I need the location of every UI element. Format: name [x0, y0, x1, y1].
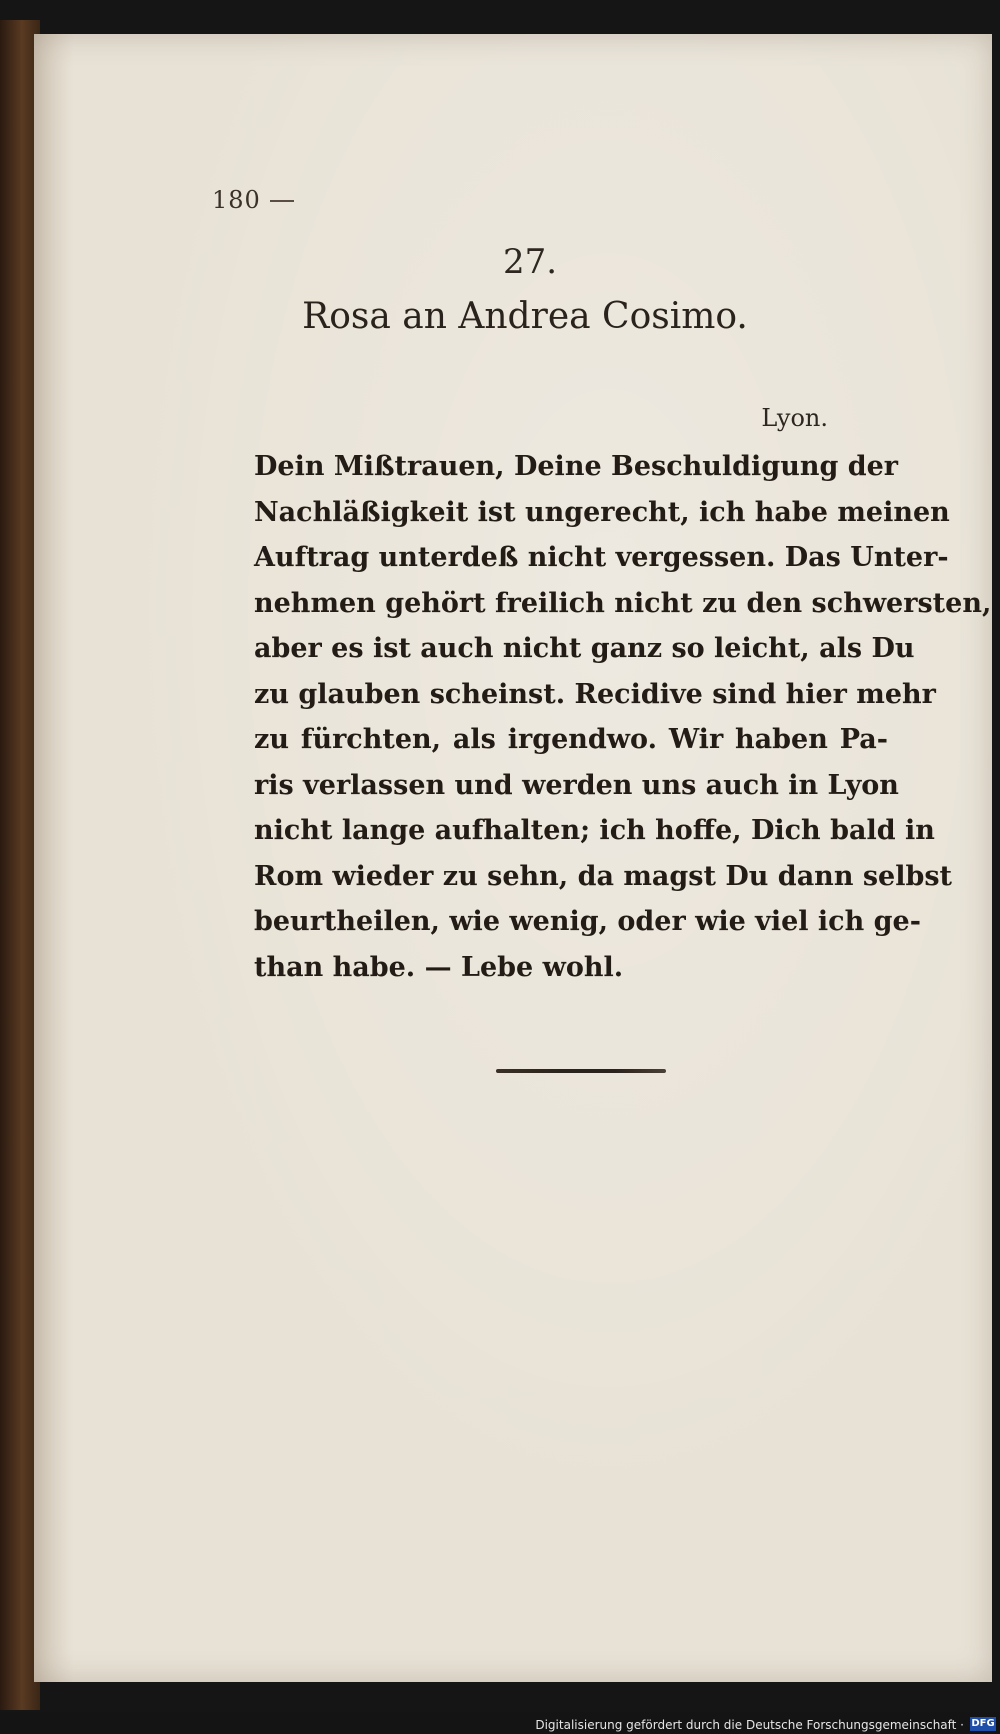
body-line: zu glauben scheinst. Recidive sind hier mehr — [254, 678, 936, 710]
letter-number: 27. — [502, 242, 558, 282]
body-line: Dein Mißtrauen, Deine Beschuldigung der — [254, 451, 899, 482]
body-line: Rom wieder zu sehn, da magst Du dann selbst — [254, 860, 953, 892]
header-dash — [270, 200, 294, 202]
body-line: beurtheilen, wie wenig, oder wie viel ich ge- — [254, 906, 921, 937]
footer-bar — [0, 1712, 1000, 1734]
body-line: nehmen gehört freilich nicht zu den schwersten, — [254, 587, 992, 619]
body-line: nicht lange aufhalten; ich hoffe, Dich bald in — [254, 815, 935, 846]
letter-place: Lyon. — [761, 404, 828, 432]
body-line: aber es ist auch nicht ganz so leicht, als Du — [254, 633, 915, 664]
body-line: ris verlassen und werden uns auch in Lyon — [254, 769, 899, 801]
end-ornament-rule — [496, 1069, 666, 1073]
dfg-logo-icon: DFG — [971, 1718, 995, 1729]
letter-body — [254, 444, 992, 990]
body-line: Nachläßigkeit ist ungerecht, ich habe meinen — [254, 496, 950, 528]
body-line: zu fürchten, als irgendwo. Wir haben Pa- — [254, 724, 888, 755]
body-line: than habe. — Lebe wohl. — [254, 951, 624, 983]
body-line: Auftrag unterdeß nicht vergessen. Das Unter- — [254, 542, 949, 573]
footer-credit: Digitalisierung gefördert durch die Deutsche Forschungsgemeinschaft · — [535, 1718, 964, 1732]
page-number: 180 — [212, 186, 261, 214]
letter-title: Rosa an Andrea Cosimo. — [302, 296, 748, 337]
